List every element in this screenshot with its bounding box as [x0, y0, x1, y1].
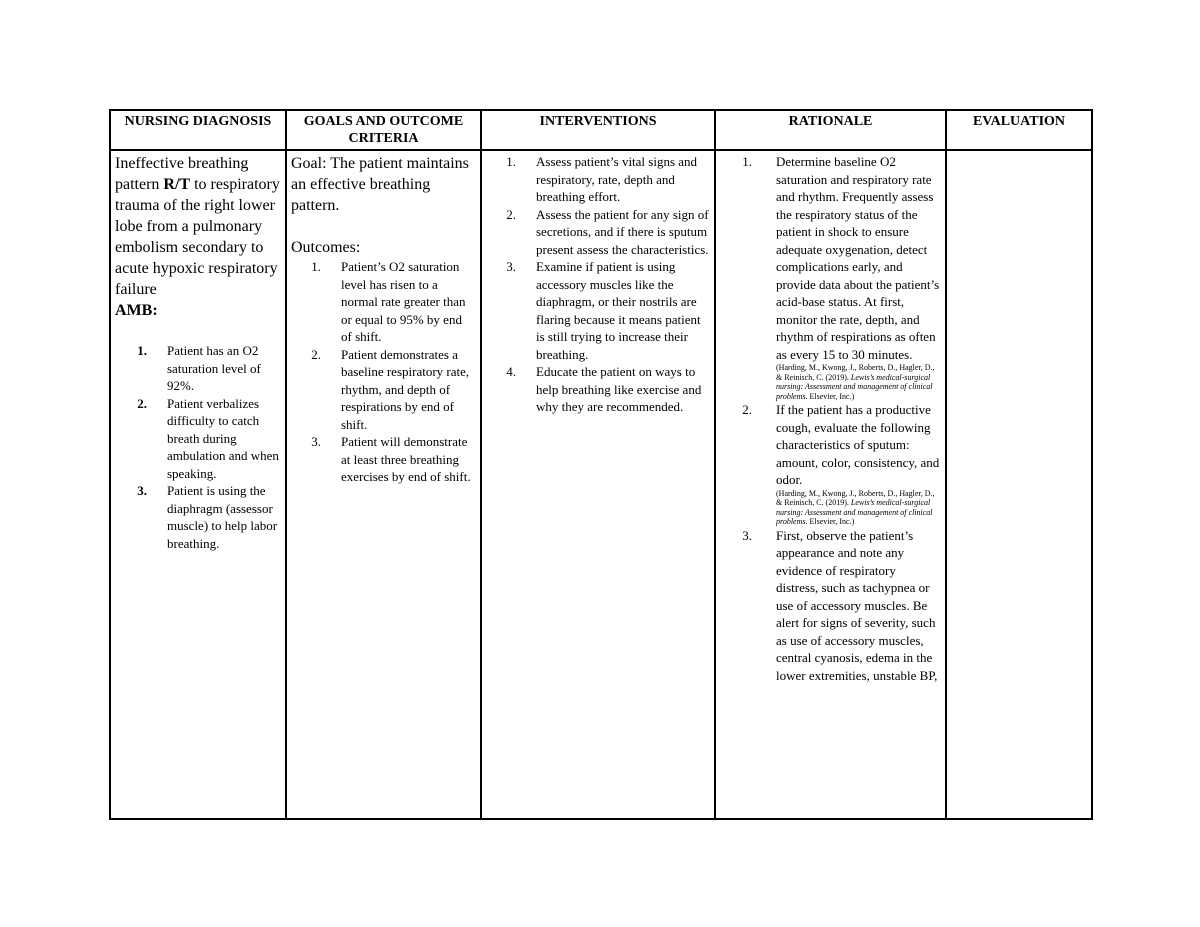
list-number: 2. — [742, 402, 752, 417]
list-item — [486, 206, 710, 259]
list-number: 1. — [311, 259, 321, 274]
list-text: Patient will demonstrate at least three breathing exercises by end of shift. — [341, 434, 471, 484]
list-text: Examine if patient is using accessory muscles like the diaphragm, or their nostrils are flaring because it means patient is still trying to increase their breathing. — [536, 259, 701, 362]
list-item — [291, 433, 476, 486]
list-number: 1. — [137, 343, 147, 358]
list-text: Assess patient’s vital signs and respiratory, rate, depth and breathing effort. — [536, 154, 698, 204]
diagnosis-cell — [110, 150, 286, 819]
care-plan-table — [109, 109, 1093, 820]
list-number: 1. — [742, 154, 752, 169]
list-item — [486, 258, 710, 363]
header-interventions: INTERVENTIONS — [481, 110, 715, 150]
list-text: First, observe the patient’s appearance and note any evidence of respiratory distress, such as tachypnea or use of accessory muscles. Be alert for signs of severity, such as use of accessory muscles, central cyanosis, edema in the lower extremities, unstable BP, — [776, 527, 938, 683]
citation-title: Lewis’s medical-surgical nursing: Assessment and management of clinical problems — [776, 372, 933, 401]
list-text: Patient verbalizes difficulty to catch breath during ambulation and when speaking. — [167, 395, 279, 481]
list-number: 2. — [137, 395, 147, 411]
list-text: Educate the patient on ways to help breathing like exercise and why they are recommended. — [536, 364, 702, 414]
diagnosis-rt: R/T — [163, 176, 191, 193]
list-number: 2. — [311, 346, 321, 362]
evaluation-cell — [946, 150, 1092, 819]
citation-authors: (Harding, M., Kwong, J., Roberts, D., Hagler, D., & Reinisch, C. (2019). — [776, 363, 935, 382]
list-text: Patient has an O2 saturation level of 92%. — [167, 343, 261, 393]
list-item — [486, 153, 710, 206]
header-goals: GOALS AND OUTCOME CRITERIA — [286, 110, 481, 150]
list-item — [115, 482, 281, 552]
list-number: 3. — [742, 527, 752, 543]
header-evaluation: EVALUATION — [946, 110, 1092, 150]
citation-publisher: . Elsevier, Inc.) — [805, 517, 855, 526]
list-item — [720, 153, 941, 401]
diagnosis-text-part1: Ineffective breathing pattern — [115, 155, 249, 193]
outcomes-list — [291, 258, 476, 486]
list-text: Patient’s O2 saturation level has risen to a normal rate greater than or equal to 95% by end of shift. — [341, 259, 466, 344]
interventions-cell — [481, 150, 715, 819]
list-number: 2. — [506, 206, 516, 222]
amb-label: AMB: — [115, 302, 158, 319]
amb-list — [115, 342, 281, 552]
list-text: If the patient has a productive cough, evaluate the following characteristics of sputum: amount, color, consistency, and odor. — [776, 402, 940, 487]
list-text: Patient demonstrates a baseline respiratory rate, rhythm, and depth of respirations by end of shift. — [341, 346, 470, 432]
header-row — [110, 110, 1092, 150]
list-number: 1. — [506, 154, 516, 169]
rationale-list — [720, 153, 941, 684]
list-item — [291, 258, 476, 346]
list-item — [291, 346, 476, 434]
list-number: 3. — [137, 483, 147, 498]
list-text: Patient is using the diaphragm (assessor muscle) to help labor breathing. — [167, 483, 278, 551]
body-row — [110, 150, 1092, 819]
list-number: 4. — [506, 364, 516, 379]
citation-publisher: . Elsevier, Inc.) — [805, 391, 855, 401]
citation-authors: (Harding, M., Kwong, J., Roberts, D., Hagler, D., & Reinisch, C. (2019). — [776, 488, 935, 507]
rationale-cell — [715, 150, 946, 819]
header-nursing-diagnosis: NURSING DIAGNOSIS — [110, 110, 286, 150]
list-item — [486, 363, 710, 416]
list-number: 3. — [311, 434, 321, 449]
list-number: 3. — [506, 259, 516, 274]
list-text: Determine baseline O2 saturation and respiratory rate and rhythm. Frequently assess the respiratory status of the patient in shock to ensure adequate oxygenation, detect complications early, and provide data about the patient’s acid-base status. At first, monitor the rate, depth, and rhythm of respirations as often as every 15 to 30 minutes. — [776, 154, 940, 362]
list-text: Assess the patient for any sign of secretions, and if there is sputum present assess the characteristics. — [536, 206, 709, 257]
goals-cell — [286, 150, 481, 819]
citation — [776, 363, 941, 401]
goal-statement: Goal: The patient maintains an effective breathing pattern. — [291, 155, 469, 214]
outcomes-label: Outcomes: — [291, 239, 361, 256]
citation — [776, 489, 941, 527]
list-item — [115, 342, 281, 395]
interventions-list — [486, 153, 710, 416]
header-rationale: RATIONALE — [715, 110, 946, 150]
list-item — [720, 527, 941, 685]
citation-title: Lewis’s medical-surgical nursing: Assessment and management of clinical problems — [776, 498, 933, 526]
diagnosis-text-part2: to respiratory trauma of the right lower lobe from a pulmonary embolism secondary to acute hypoxic respiratory failure — [115, 176, 280, 298]
list-item — [115, 395, 281, 483]
diagnosis-statement — [115, 153, 281, 300]
list-item — [720, 401, 941, 527]
